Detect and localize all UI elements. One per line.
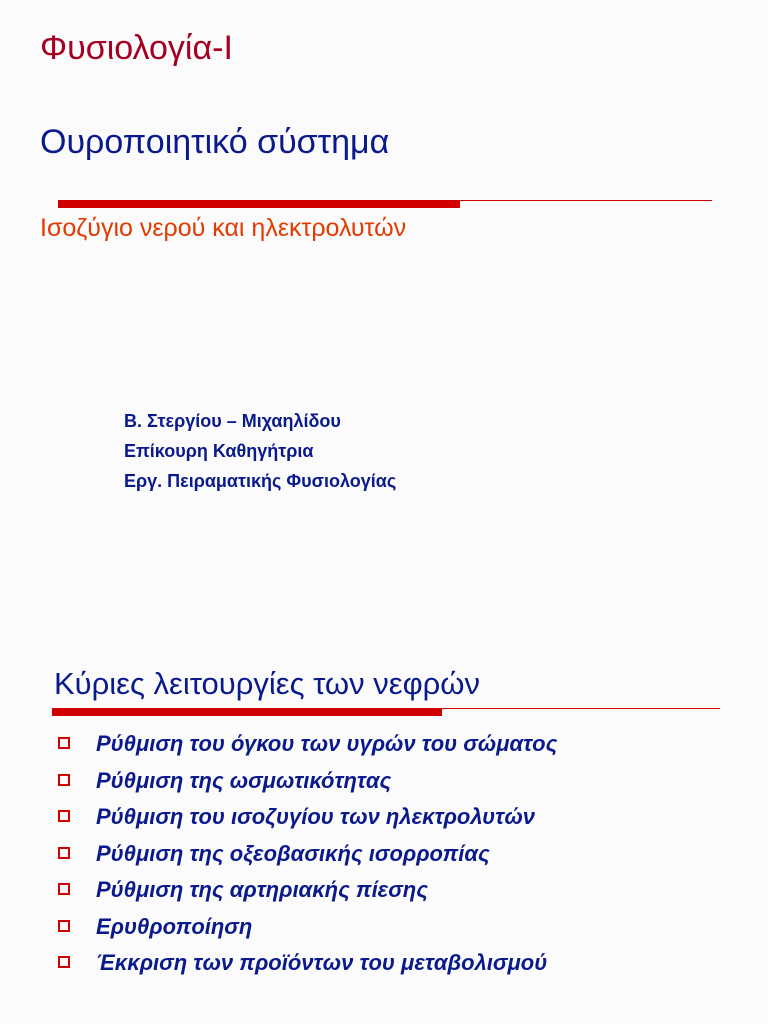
kidney-functions-list bbox=[58, 726, 557, 982]
list-item bbox=[58, 836, 557, 873]
list-item bbox=[58, 909, 557, 946]
list-item bbox=[58, 726, 557, 763]
kidney-functions-slide bbox=[0, 640, 768, 1024]
list-item bbox=[58, 763, 557, 800]
hollow-square-bullet-icon bbox=[58, 956, 70, 968]
list-item-text: Ρύθμιση της αρτηριακής πίεσης bbox=[96, 877, 428, 902]
hollow-square-bullet-icon bbox=[58, 774, 70, 786]
list-item-text: Ρύθμιση του όγκου των υγρών του σώματος bbox=[96, 731, 558, 756]
section-divider-thick bbox=[52, 708, 442, 716]
section-title: Κύριες λειτουργίες των νεφρών bbox=[54, 666, 481, 701]
hollow-square-bullet-icon bbox=[58, 737, 70, 749]
course-title: Φυσιολογία-Ι bbox=[40, 29, 233, 67]
author-block bbox=[124, 406, 396, 496]
list-item-text: Ρύθμιση της οξεοβασικής ισορροπίας bbox=[96, 840, 490, 866]
hollow-square-bullet-icon bbox=[58, 810, 70, 822]
list-item bbox=[58, 799, 557, 836]
list-item bbox=[58, 945, 557, 982]
topic-title: Ουροποιητικό σύστημα bbox=[40, 123, 390, 161]
list-item-text: Ρύθμιση της ωσμωτικότητας bbox=[96, 767, 392, 793]
author-name: Β. Στεργίου – Μιχαηλίδου bbox=[124, 411, 341, 431]
list-item-text: Ρύθμιση του ισοζυγίου των ηλεκτρολυτών bbox=[96, 804, 536, 829]
list-item-text: Ερυθροποίηση bbox=[96, 913, 253, 939]
author-position: Επίκουρη Καθηγήτρια bbox=[124, 441, 314, 461]
list-item bbox=[58, 872, 557, 909]
hollow-square-bullet-icon bbox=[58, 883, 70, 895]
hollow-square-bullet-icon bbox=[58, 920, 70, 932]
title-divider-thick bbox=[58, 200, 460, 208]
title-divider-thin bbox=[460, 200, 712, 201]
list-item-text: Έκκριση των προϊόντων του μεταβολισμού bbox=[96, 950, 548, 975]
lecture-subtitle: Ισοζύγιο νερού και ηλεκτρολυτών bbox=[40, 214, 407, 242]
author-lab: Εργ. Πειραματικής Φυσιολογίας bbox=[124, 471, 397, 491]
hollow-square-bullet-icon bbox=[58, 847, 70, 859]
section-divider-thin bbox=[442, 708, 720, 709]
